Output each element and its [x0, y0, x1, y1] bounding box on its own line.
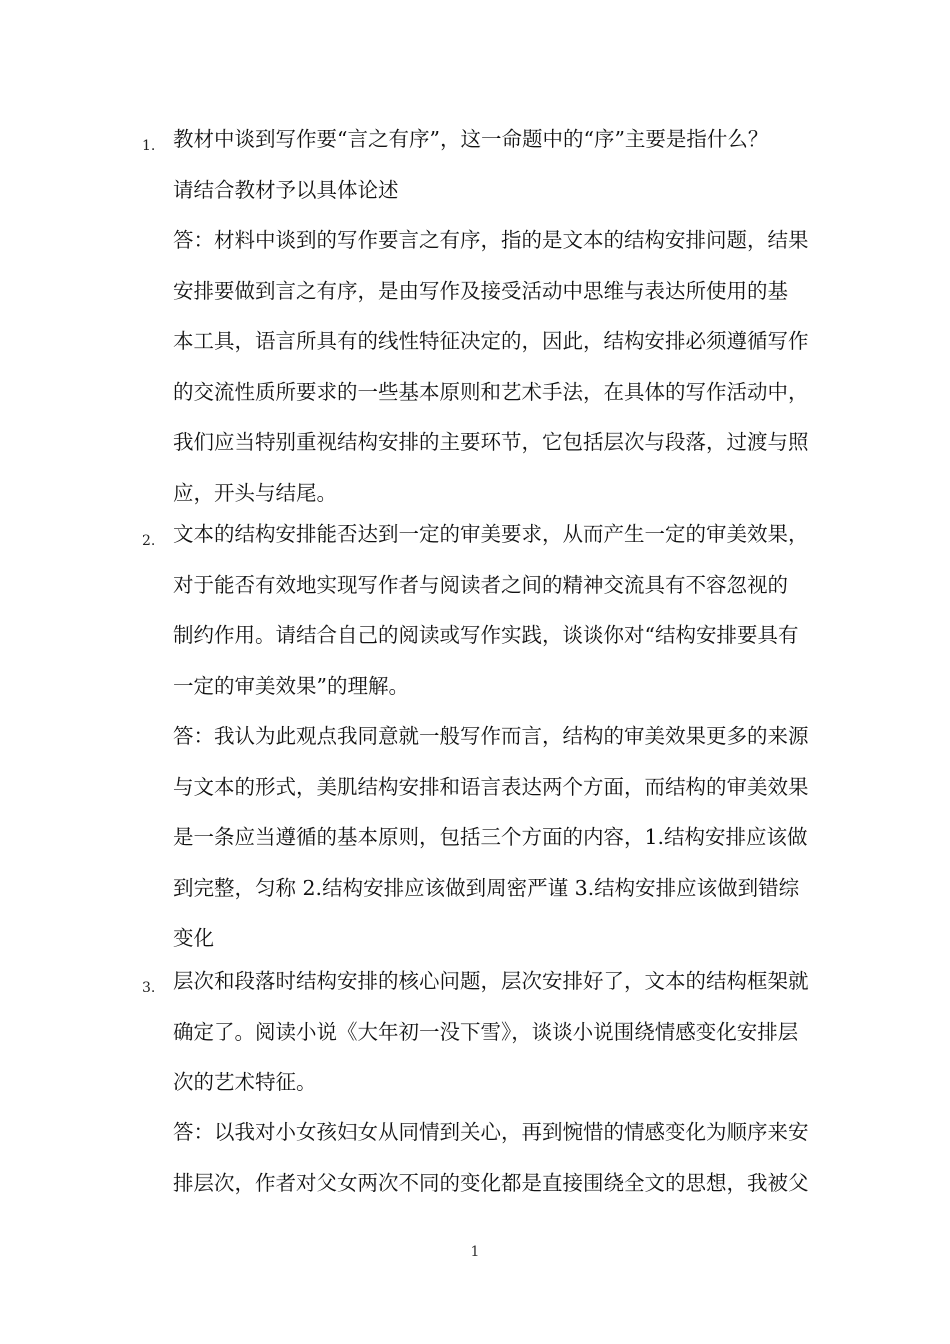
question-number: 2. — [142, 533, 156, 549]
question-number: 1. — [142, 138, 156, 154]
text-line: 到完整，匀称 2.结构安排应该做到周密严谨 3.结构安排应该做到错综 — [173, 875, 800, 900]
text-line: 请结合教材予以具体论述 — [173, 177, 399, 202]
text-line: 对于能否有效地实现写作者与阅读者之间的精神交流具有不容忽视的 — [173, 572, 788, 597]
text-line: 与文本的形式，美肌结构安排和语言表达两个方面，而结构的审美效果 — [173, 774, 809, 799]
answer-text — [173, 215, 808, 518]
text-line: 层次和段落时结构安排的核心问题，层次安排好了，文本的结构框架就 — [173, 969, 809, 993]
text-line: 我们应当特别重视结构安排的主要环节，它包括层次与段落，过渡与照 — [173, 430, 809, 454]
text-line: 是一条应当遵循的基本原则，包括三个方面的内容，1.结构安排应该做 — [173, 825, 808, 849]
text-line: 次的艺术特征。 — [173, 1070, 317, 1094]
question-number: 3. — [142, 980, 156, 996]
text-line: 一定的审美效果”的理解。 — [173, 673, 409, 698]
text-line: 的交流性质所要求的一些基本原则和艺术手法，在具体的写作活动中， — [173, 379, 809, 404]
page-number: 1 — [470, 1244, 480, 1260]
text-line: 确定了。阅读小说《大年初一没下雪》，谈谈小说围绕情感变化安排层 — [173, 1019, 799, 1044]
text-line: 教材中谈到写作要“言之有序”，这一命题中的“序”主要是指什么？ — [173, 127, 769, 151]
text-line: 制约作用。请结合自己的阅读或写作实践，谈谈你对“结构安排要具有 — [173, 623, 799, 647]
text-line: 文本的结构安排能否达到一定的审美要求，从而产生一定的审美效果， — [173, 522, 809, 546]
text-line: 答：我认为此观点我同意就一般写作而言，结构的审美效果更多的来源 — [173, 724, 809, 748]
text-line: 应，开头与结尾。 — [173, 480, 337, 505]
text-line: 变化 — [173, 926, 214, 950]
answer-text — [173, 1107, 808, 1208]
text-line: 本工具，语言所具有的线性特征决定的，因此，结构安排必须遵循写作 — [173, 329, 809, 353]
text-line: 答：以我对小女孩妇女从同情到关心，再到惋惜的情感变化为顺序来安 — [173, 1120, 809, 1144]
text-line: 答：材料中谈到的写作要言之有序，指的是文本的结构安排问题，结果 — [173, 228, 809, 252]
answer-text — [173, 711, 808, 964]
text-line: 安排要做到言之有序，是由写作及接受活动中思维与表达所使用的基 — [173, 278, 788, 303]
question-text — [173, 956, 808, 1108]
text-line: 排层次，作者对父女两次不同的变化都是直接围绕全文的思想，我被父 — [173, 1170, 809, 1195]
question-text — [173, 114, 808, 215]
question-text — [173, 509, 808, 711]
